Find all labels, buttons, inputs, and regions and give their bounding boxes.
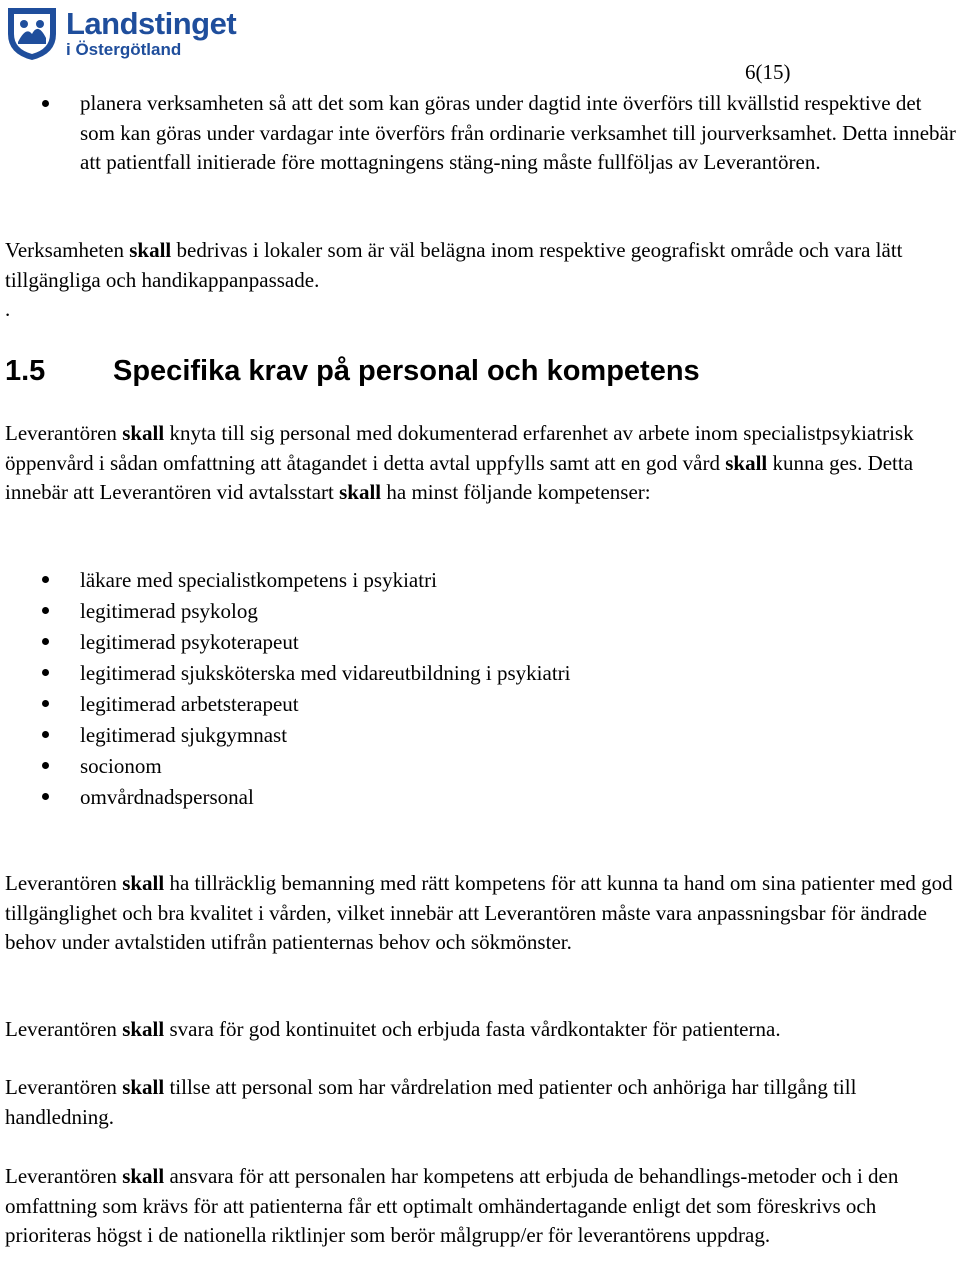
stray-dot: . [5, 297, 11, 321]
bullet-dot-icon [42, 576, 49, 583]
landstinget-logo [4, 4, 244, 64]
bullet-dot-icon [42, 607, 49, 614]
bullet-dot-icon [42, 638, 49, 645]
bullet-dot-icon [42, 731, 49, 738]
bullet-planning: planera verksamheten så att det som kan göras under dagtid inte överförs till kvällstid respektive det som kan göras under vardagar inte överförs från ordinarie verksamhet till jourverksamhet. Detta innebär att patientfall initierade före mottagningens stäng-ning måste fullföljas av Leverantören. [80, 91, 956, 174]
section-title: Specifika krav på personal och kompetens [113, 355, 700, 387]
bullet-dot-icon [42, 669, 49, 676]
section-number: 1.5 [5, 355, 46, 387]
list-item: legitimerad sjuksköterska med vidareutbildning i psykiatri [0, 658, 960, 689]
logo-subtitle: i Östergötland [66, 40, 182, 59]
logo-title: Landstinget [66, 6, 237, 41]
list-item: socionom [0, 751, 960, 782]
page-number: 6(15) [745, 60, 791, 84]
list-item: läkare med specialistkompetens i psykiatri [0, 565, 960, 596]
list-item: legitimerad sjukgymnast [0, 720, 960, 751]
list-item: legitimerad psykolog [0, 596, 960, 627]
bullet-dot-icon [42, 100, 49, 107]
section-heading [5, 355, 700, 388]
paragraph-continuity: Leverantören skall svara för god kontinuitet och erbjuda fasta vårdkontakter för patienterna. [5, 1017, 781, 1041]
landstinget-emblem-icon [4, 4, 60, 62]
bullet-dot-icon [42, 700, 49, 707]
paragraph-methods: Leverantören skall ansvara för att personalen har kompetens att erbjuda de behandlings-metoder och i den omfattning som krävs för att patienterna får ett optimalt omhändertagande enligt det som föreskrivs och prioriteras högst i de nationella riktlinjer som berör målgrupp/er för leverantörens uppdrag. [5, 1164, 899, 1247]
competence-list [0, 565, 960, 813]
bullet-dot-icon [42, 762, 49, 769]
paragraph-supervision: Leverantören skall tillse att personal som har vårdrelation med patienter och anhöriga har tillgång till handledning. [5, 1075, 857, 1129]
paragraph-premises: Verksamheten skall bedrivas i lokaler som är väl belägna inom respektive geografiskt område och vara lätt tillgängliga och handikappanpassade. [5, 238, 903, 292]
list-item: legitimerad psykoterapeut [0, 627, 960, 658]
list-item: omvårdnadspersonal [0, 782, 960, 813]
paragraph-staffing: Leverantören skall ha tillräcklig bemanning med rätt kompetens för att kunna ta hand om sina patienter med god tillgänglighet och bra kvalitet i vården, vilket innebär att Leverantören måste vara anpassningsbar för ändrade behov under avtalstiden utifrån patienternas behov och sökmönster. [5, 871, 953, 954]
paragraph-intro: Leverantören skall knyta till sig personal med dokumenterad erfarenhet av arbete inom specialistpsykiatrisk öppenvård i sådan omfattning att åtagandet i detta avtal uppfylls samt att en god vård skall kunna ges. Detta innebär att Leverantören vid avtalsstart skall ha minst följande kompetenser: [5, 421, 914, 504]
list-item: legitimerad arbetsterapeut [0, 689, 960, 720]
bullet-dot-icon [42, 793, 49, 800]
